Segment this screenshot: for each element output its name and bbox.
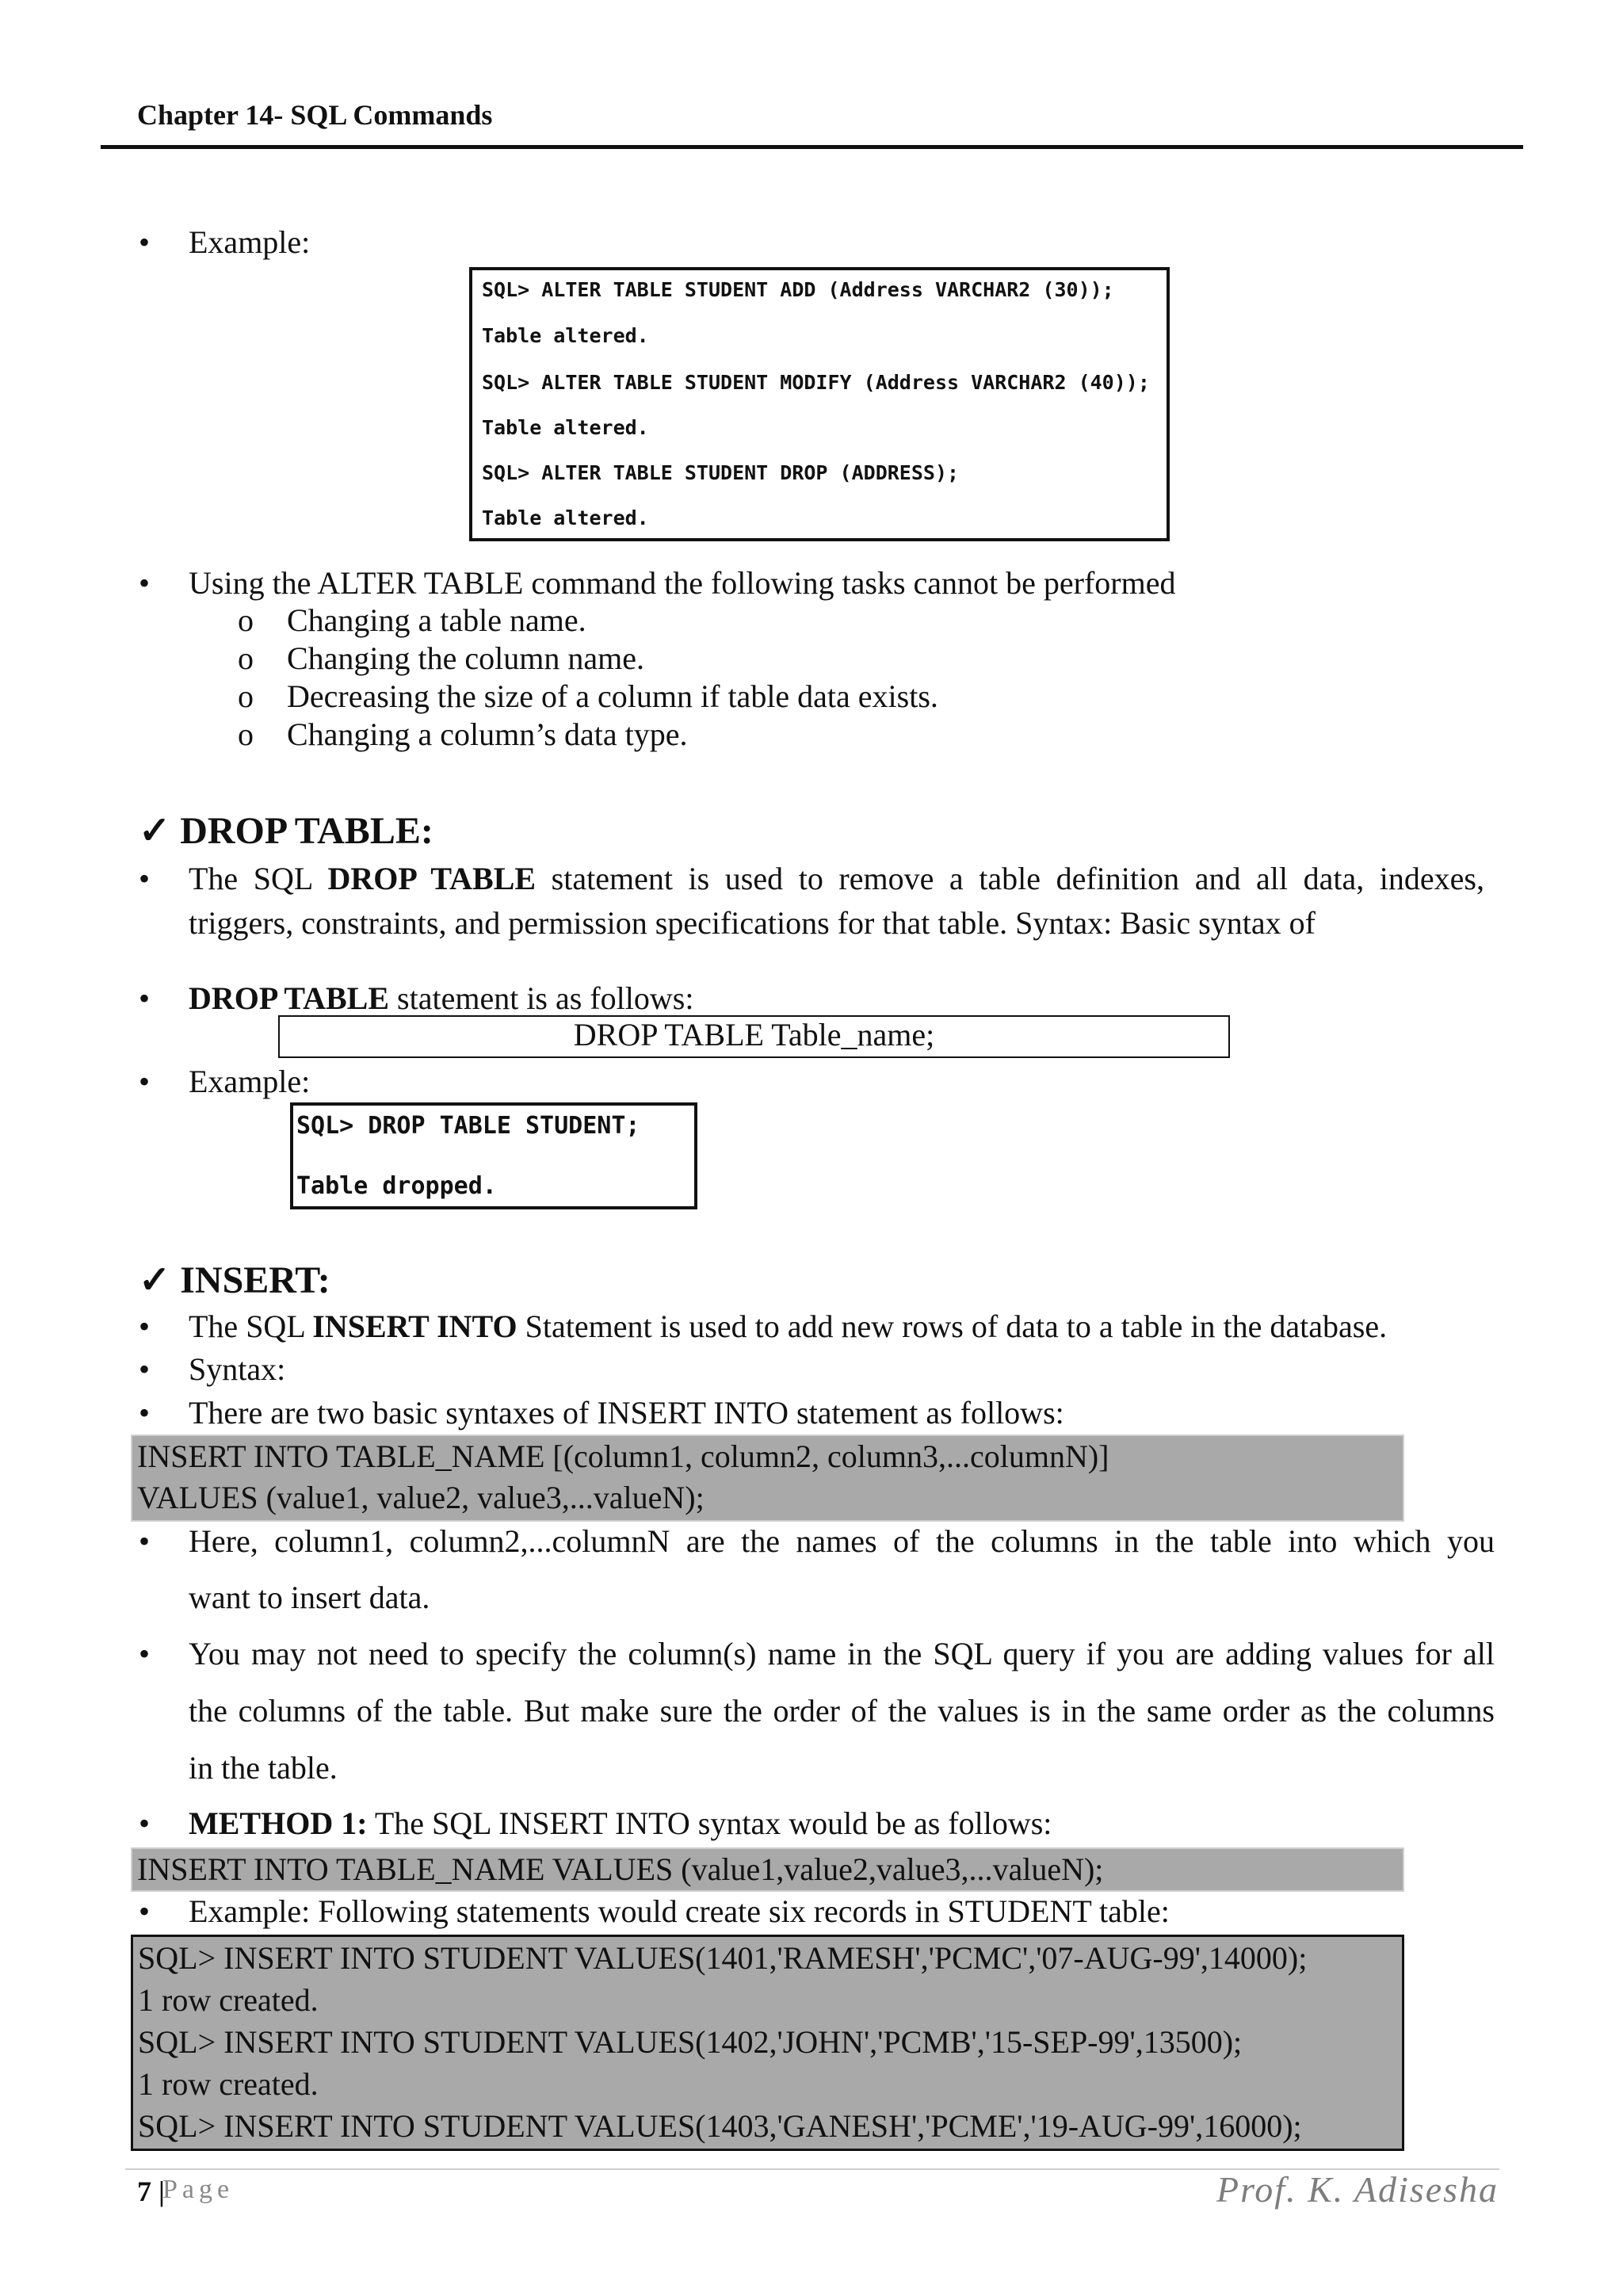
- code-line: SQL> INSERT INTO STUDENT VALUES(1403,'GANESH','PCME','19-AUG-99',16000);: [138, 2108, 1302, 2144]
- code-line: INSERT INTO TABLE_NAME [(column1, column2, column3,...columnN)]: [137, 1438, 1109, 1474]
- drop-table-heading: [139, 808, 433, 853]
- bullet: •: [139, 1064, 151, 1099]
- bullet: •: [139, 980, 151, 1016]
- terminal-line: SQL> ALTER TABLE STUDENT DROP (ADDRESS);: [482, 461, 960, 484]
- bullet: •: [139, 1308, 151, 1344]
- example-intro: Example: Following statements would create six records in STUDENT table:: [189, 1893, 1170, 1929]
- sub-bullet-marker: o: [238, 602, 254, 638]
- bullet: •: [139, 224, 151, 260]
- terminal-line: Table altered.: [482, 324, 649, 347]
- example-label: Example:: [189, 224, 311, 260]
- syntax-label: Syntax:: [189, 1351, 286, 1387]
- insert-example-box: [131, 1935, 1404, 2151]
- alter-terminal-screenshot: [469, 267, 1170, 541]
- page-label: Page: [162, 2175, 235, 2204]
- list-item: Decreasing the size of a column if table data exists.: [287, 678, 938, 714]
- drop-para-line1: The SQL DROP TABLE statement is used to remove a table definition and all data, indexes,: [189, 861, 1484, 896]
- insert-heading: [139, 1258, 330, 1302]
- bullet: •: [139, 861, 151, 896]
- here-line2: want to insert data.: [189, 1580, 430, 1615]
- sub-bullet-marker: o: [238, 640, 254, 676]
- method1-syntax-box: INSERT INTO TABLE_NAME VALUES (value1,value2,value3,...valueN);: [131, 1847, 1404, 1892]
- bullet: •: [139, 1523, 151, 1559]
- code-line: 1 row created.: [138, 1982, 319, 2018]
- bullet: •: [139, 565, 151, 601]
- code-line: SQL> INSERT INTO STUDENT VALUES(1401,'RAMESH','PCMC','07-AUG-99',14000);: [138, 1940, 1308, 1976]
- code-line: VALUES (value1, value2, value3,...valueN);: [137, 1480, 705, 1515]
- chapter-title: Chapter 14- SQL Commands: [137, 99, 493, 131]
- code-line: SQL> INSERT INTO STUDENT VALUES(1402,'JOHN','PCMB','15-SEP-99',13500);: [138, 2024, 1243, 2060]
- may-line2: the columns of the table. But make sure the order of the values is in the same order as the columns: [189, 1693, 1495, 1729]
- bullet: •: [139, 1893, 151, 1929]
- heading-text: DROP TABLE:: [180, 810, 433, 852]
- list-item: Changing a column’s data type.: [287, 716, 688, 752]
- heading-text: INSERT:: [180, 1259, 330, 1301]
- terminal-line: SQL> DROP TABLE STUDENT;: [296, 1112, 640, 1140]
- sub-bullet-marker: o: [238, 716, 254, 752]
- bullet: •: [139, 1395, 151, 1431]
- author-signature: Prof. K. Adisesha: [1216, 2169, 1499, 2210]
- list-item: Changing a table name.: [287, 602, 586, 638]
- drop-para-line2: triggers, constraints, and permission specifications for that table. Syntax: Basic syntax of: [189, 905, 1316, 941]
- sub-bullet-marker: o: [238, 678, 254, 714]
- page-number: 7 |: [137, 2176, 165, 2207]
- drop-syntax-box: DROP TABLE Table_name;: [278, 1015, 1230, 1058]
- terminal-line: SQL> ALTER TABLE STUDENT ADD (Address VARCHAR2 (30));: [482, 278, 1114, 301]
- bullet: •: [139, 1636, 151, 1671]
- header-rule: [101, 145, 1523, 149]
- check-icon: ✓: [139, 1259, 171, 1301]
- example-label: Example:: [189, 1064, 311, 1099]
- here-line1: Here, column1, column2,...columnN are the names of the columns in the table into which you: [189, 1523, 1495, 1559]
- insert-para2: There are two basic syntaxes of INSERT INTO statement as follows:: [189, 1395, 1064, 1431]
- list-item: Changing the column name.: [287, 640, 645, 676]
- insert-syntax-box: [131, 1435, 1404, 1522]
- may-line3: in the table.: [189, 1750, 338, 1786]
- insert-para1: The SQL INSERT INTO Statement is used to add new rows of data to a table in the database.: [189, 1308, 1388, 1344]
- drop-terminal-screenshot: [290, 1102, 697, 1209]
- code-line: 1 row created.: [138, 2066, 319, 2102]
- terminal-line: Table altered.: [482, 506, 649, 529]
- alter-limits-intro: Using the ALTER TABLE command the following tasks cannot be performed: [189, 565, 1176, 601]
- method1-line: METHOD 1: The SQL INSERT INTO syntax would be as follows:: [189, 1805, 1052, 1841]
- drop-syntax-intro: DROP TABLE statement is as follows:: [189, 980, 694, 1016]
- terminal-line: SQL> ALTER TABLE STUDENT MODIFY (Address VARCHAR2 (40));: [482, 371, 1150, 394]
- may-line1: You may not need to specify the column(s) name in the SQL query if you are adding values for all: [189, 1636, 1495, 1671]
- terminal-line: Table altered.: [482, 416, 649, 439]
- terminal-line: Table dropped.: [296, 1172, 497, 1200]
- bullet: •: [139, 1805, 151, 1841]
- bullet: •: [139, 1351, 151, 1387]
- check-icon: ✓: [139, 810, 171, 852]
